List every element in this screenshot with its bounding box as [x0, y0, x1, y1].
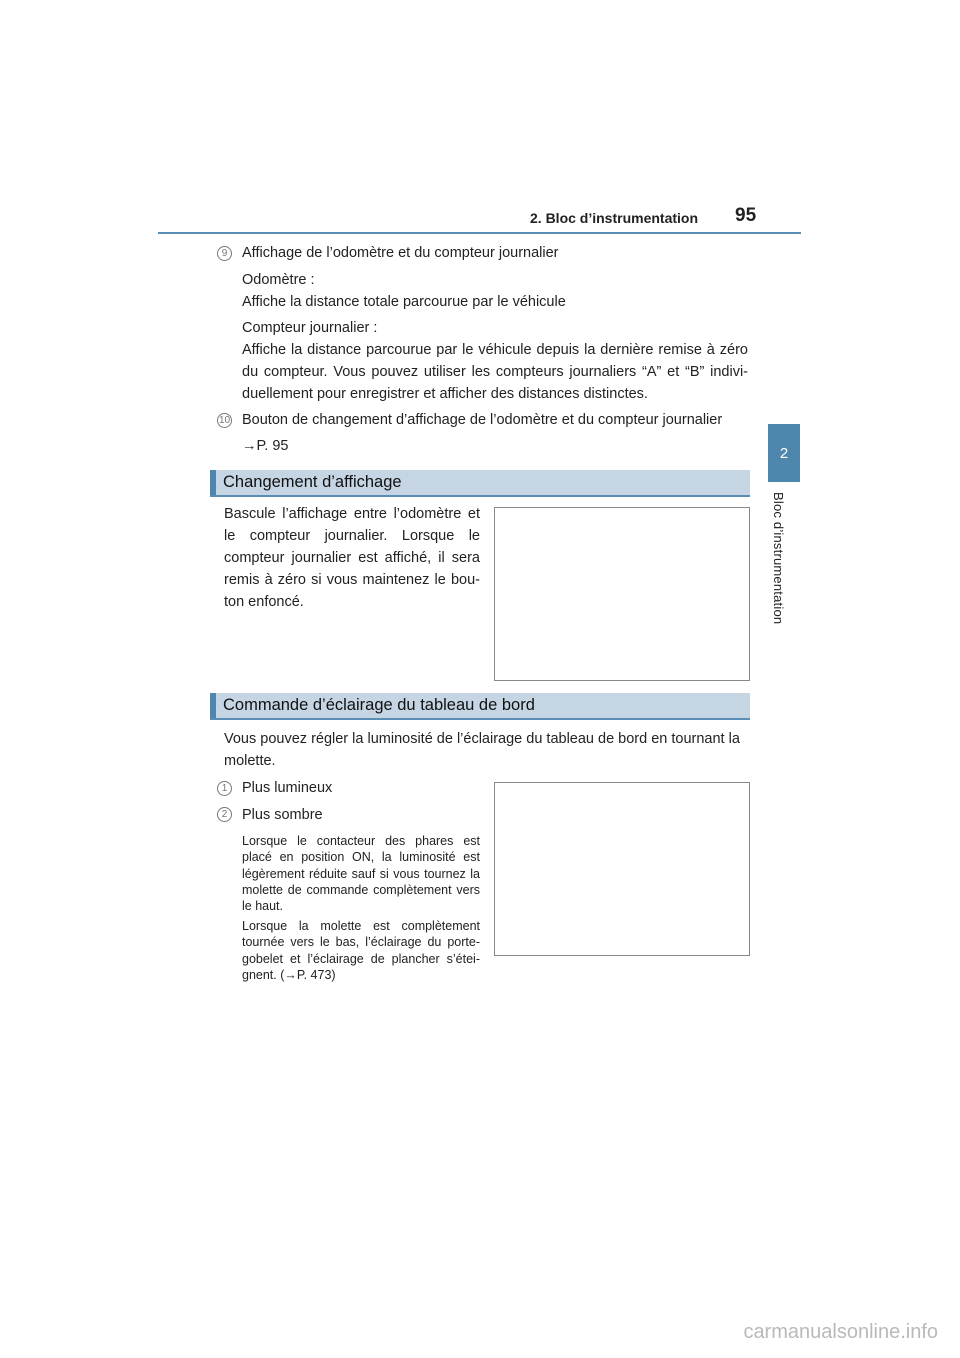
- chapter-side-label: Bloc d’instrumentation: [771, 492, 786, 625]
- item-number-badge: 1: [217, 781, 232, 796]
- note-text: Lorsque la molette est complètement tournée vers le bas, l’éclairage du porte- gobelet et l’éclairage de plancher s’étei- gnent. (→P. 473): [242, 919, 480, 982]
- section-body-text: Bascule l’affichage entre l’odomètre et le compteur journalier. Lorsque le compteur journalier est affiché, il sera remis à zéro si vous maintenez le bou- ton enfoncé.: [224, 506, 480, 610]
- chapter-title: 2. Bloc d’instrumentation: [530, 210, 699, 226]
- header-rule: [158, 232, 801, 234]
- section-header: [210, 693, 750, 720]
- item-number-badge: 9: [217, 246, 232, 261]
- page-number: 95: [735, 205, 757, 226]
- section-header: [210, 470, 750, 497]
- list-item-darker: Plus sombre: [242, 807, 323, 823]
- note-text: Lorsque le contacteur des phares est placé en position ON, la luminosité est légèrement réduite sauf si vous tournez la molette de commande complètement vers le haut.: [242, 834, 480, 914]
- item-title: Affichage de l’odomètre et du compteur journalier: [242, 245, 559, 261]
- illustration-placeholder: [494, 507, 750, 681]
- tripmeter-text: Affiche la distance parcourue par le véhicule depuis la dernière remise à zéro du compteur. Vous pouvez utiliser les compteurs journaliers “A” et “B” indivi- duellement pour enregistrer et afficher des distances distinctes.: [242, 342, 748, 402]
- illustration-placeholder: [494, 782, 750, 956]
- section-title: Changement d’affichage: [223, 473, 402, 491]
- section-title: Commande d’éclairage du tableau de bord: [223, 696, 535, 714]
- list-item-brighter: Plus lumineux: [242, 780, 333, 796]
- section-header-bar: [210, 470, 216, 495]
- section-header-bar: [210, 693, 216, 718]
- odometer-text: Affiche la distance totale parcourue par le véhicule: [242, 294, 566, 310]
- item-title: Bouton de changement d’affichage de l’odomètre et du compteur journalier: [242, 412, 723, 428]
- tripmeter-label: Compteur journalier :: [242, 320, 378, 336]
- section-intro-text: Vous pouvez régler la luminosité de l’éclairage du tableau de bord en tournant la molette.: [224, 731, 740, 769]
- odometer-label: Odomètre :: [242, 272, 315, 288]
- item-number-badge: 10: [218, 415, 231, 426]
- chapter-side-tab: 2: [768, 424, 800, 482]
- watermark: carmanualsonline.info: [743, 1321, 938, 1343]
- page-reference-link[interactable]: →P. 95: [242, 438, 289, 454]
- item-number-badge: 2: [217, 807, 232, 822]
